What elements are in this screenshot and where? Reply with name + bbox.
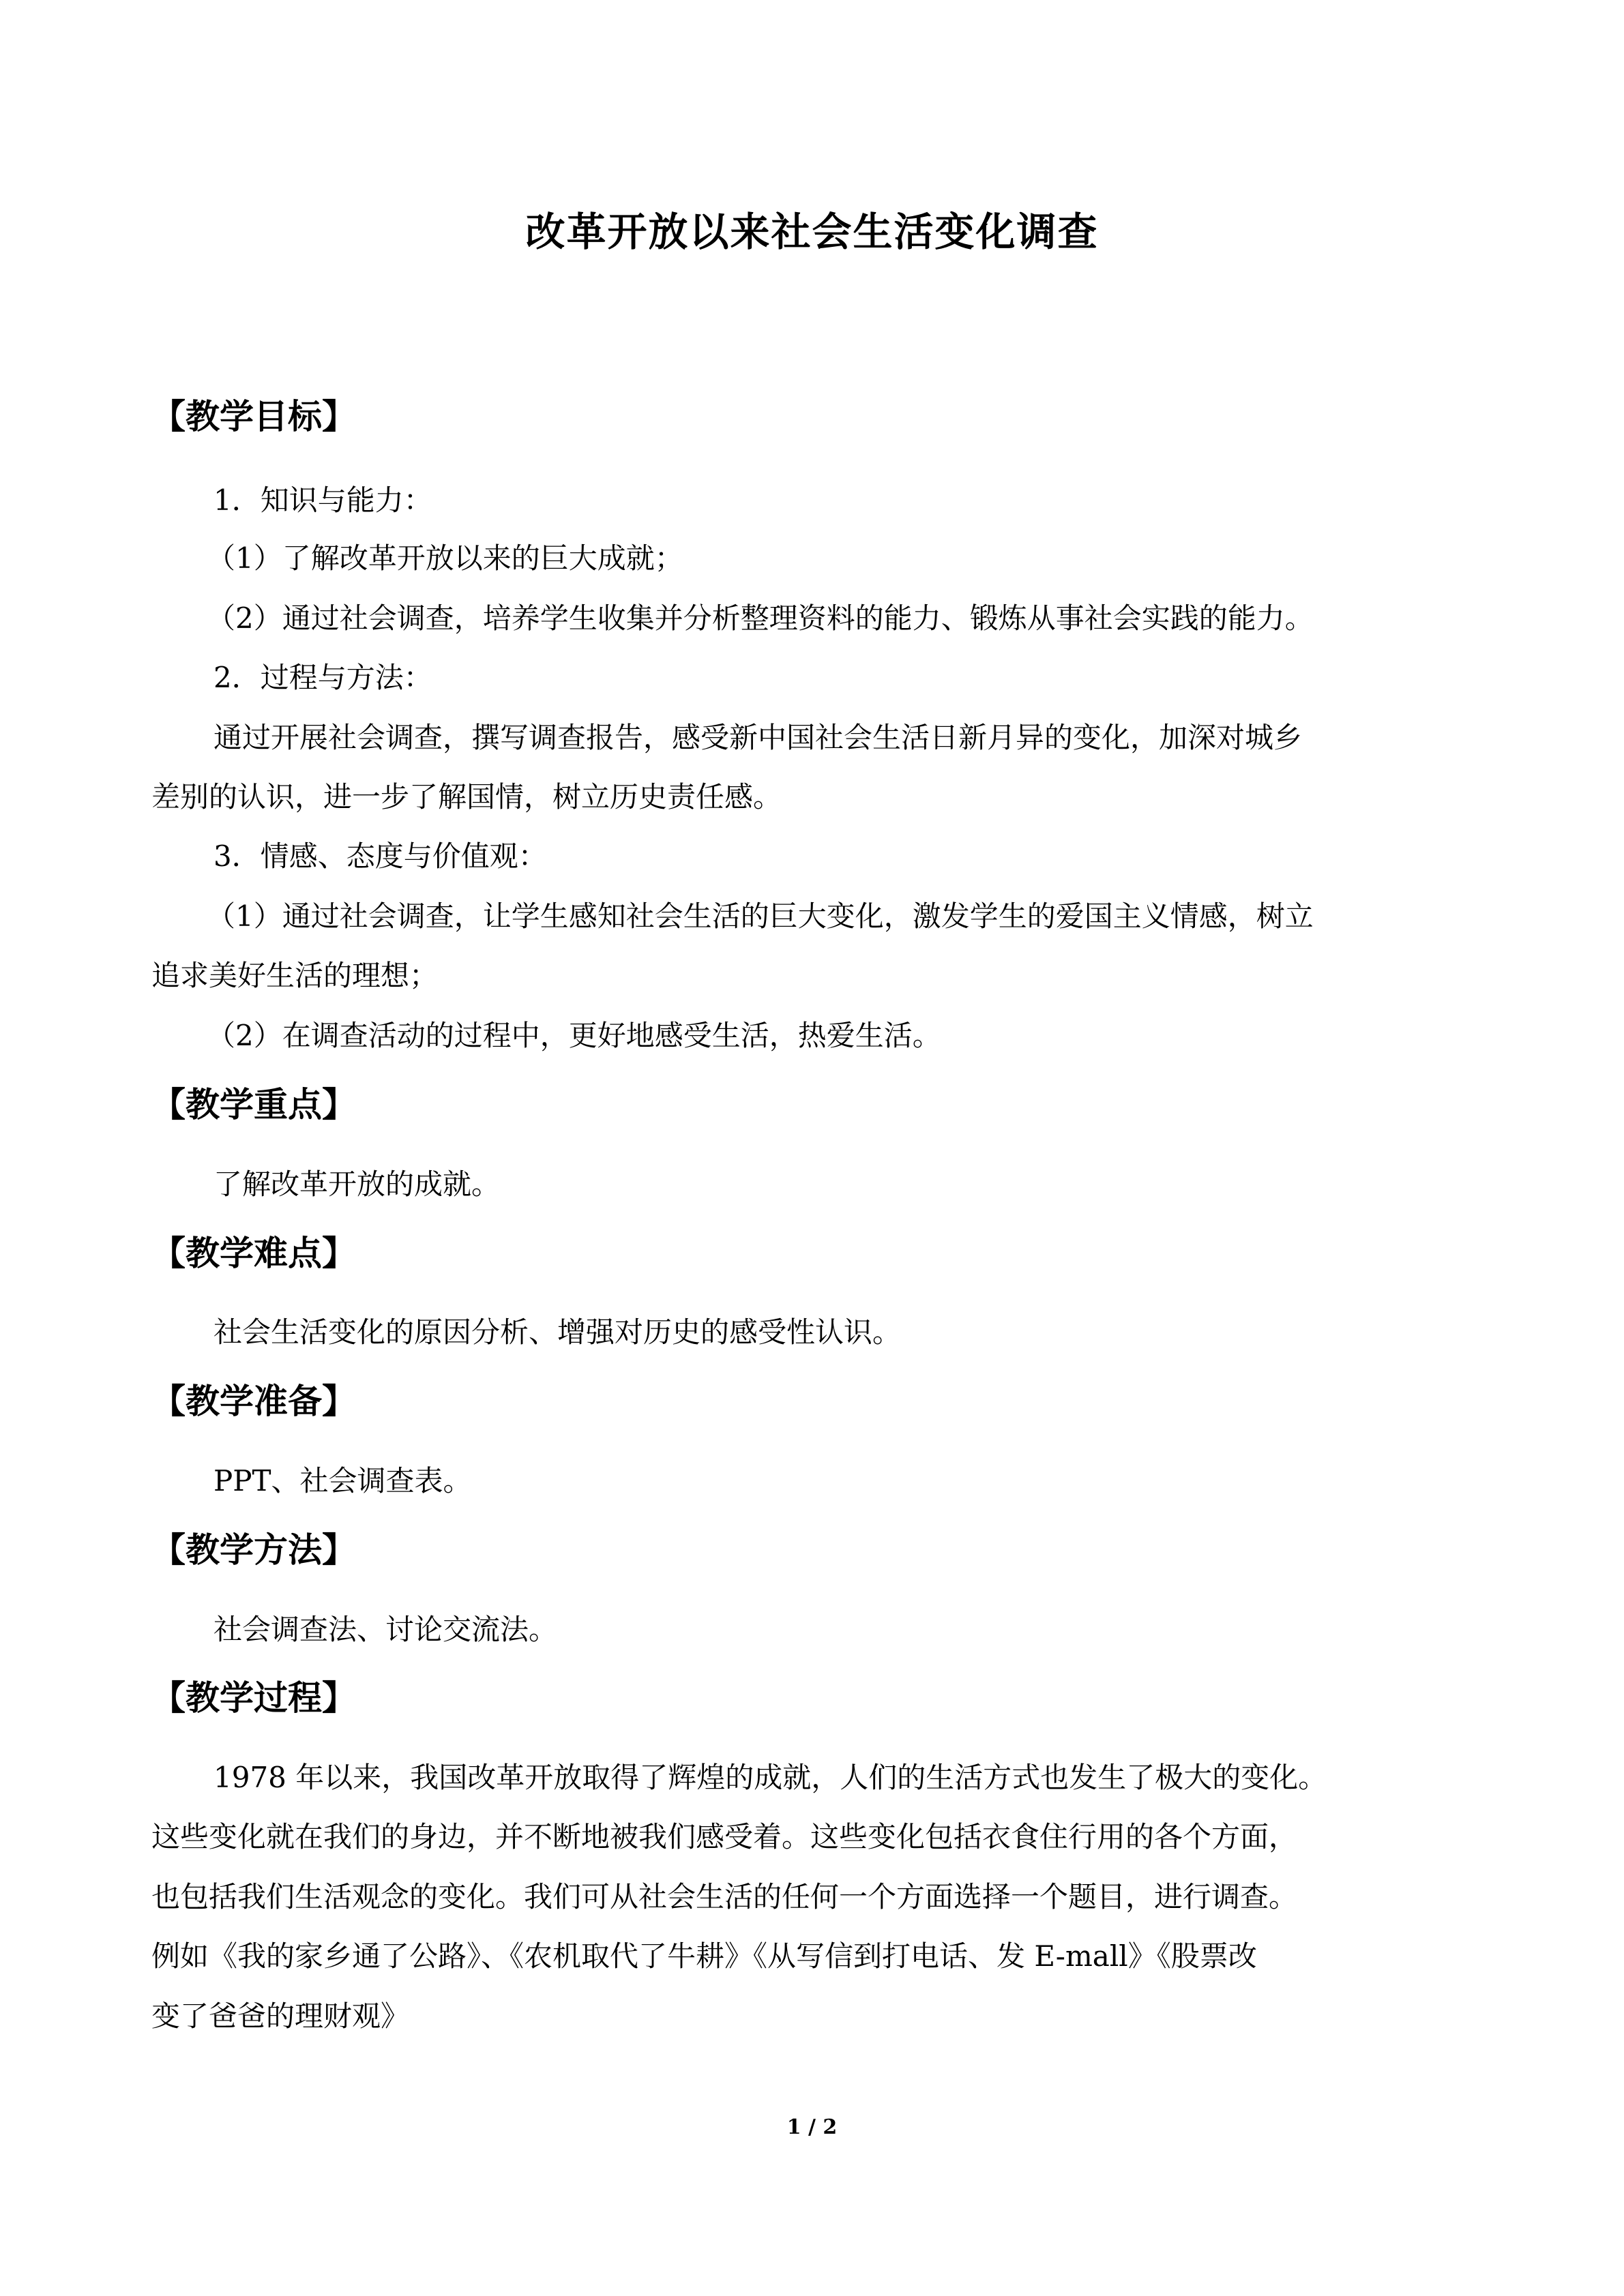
heading-key-points: 【教学重点】 (151, 1085, 356, 1124)
heading-objectives: 【教学目标】 (151, 397, 356, 436)
page-number: 1 / 2 (786, 2115, 838, 2139)
process-line: 例如《我的家乡通了公路》、《农机取代了牛耕》《从写信到打电话、发 E-mall》《股票改 (151, 1939, 1257, 1973)
objectives-line: （1）了解改革开放以来的巨大成就； (207, 541, 683, 575)
process-line: 变了爸爸的理财观》 (151, 1999, 410, 2033)
methods-text: 社会调查法、讨论交流法。 (213, 1613, 558, 1646)
difficulties-text: 社会生活变化的原因分析、增强对历史的感受性认识。 (213, 1315, 902, 1349)
objectives-line: （2）在调查活动的过程中，更好地感受生活，热爱生活。 (207, 1019, 941, 1052)
objectives-line: 通过开展社会调查，撰写调查报告，感受新中国社会生活日新月异的变化，加深对城乡 (213, 721, 1303, 754)
objectives-line: 3．情感、态度与价值观： (213, 839, 547, 873)
heading-difficulties: 【教学难点】 (151, 1234, 356, 1273)
objectives-line: （2）通过社会调查，培养学生收集并分析整理资料的能力、锻炼从事社会实践的能力。 (207, 601, 1314, 635)
objectives-line: （1）通过社会调查，让学生感知社会生活的巨大变化，激发学生的爱国主义情感，树立 (207, 899, 1314, 933)
heading-preparation: 【教学准备】 (151, 1382, 356, 1421)
objectives-line: 差别的认识，进一步了解国情，树立历史责任感。 (151, 780, 782, 814)
process-line: 这些变化就在我们的身边，并不断地被我们感受着。这些变化包括衣食住行用的各个方面， (151, 1820, 1298, 1853)
objectives-line: 追求美好生活的理想； (151, 959, 439, 992)
objectives-line: 2．过程与方法： (213, 661, 432, 694)
preparation-text: PPT、社会调查表。 (213, 1464, 472, 1497)
objectives-line: 1．知识与能力： (213, 483, 432, 517)
process-line: 1978 年以来，我国改革开放取得了辉煌的成就，人们的生活方式也发生了极大的变化。 (213, 1761, 1327, 1794)
heading-process: 【教学过程】 (151, 1678, 356, 1718)
heading-methods: 【教学方法】 (151, 1530, 356, 1570)
process-line: 也包括我们生活观念的变化。我们可从社会生活的任何一个方面选择一个题目，进行调查。 (151, 1880, 1298, 1913)
key-points-text: 了解改革开放的成就。 (213, 1167, 501, 1201)
page-title: 改革开放以来社会生活变化调查 (525, 209, 1099, 255)
